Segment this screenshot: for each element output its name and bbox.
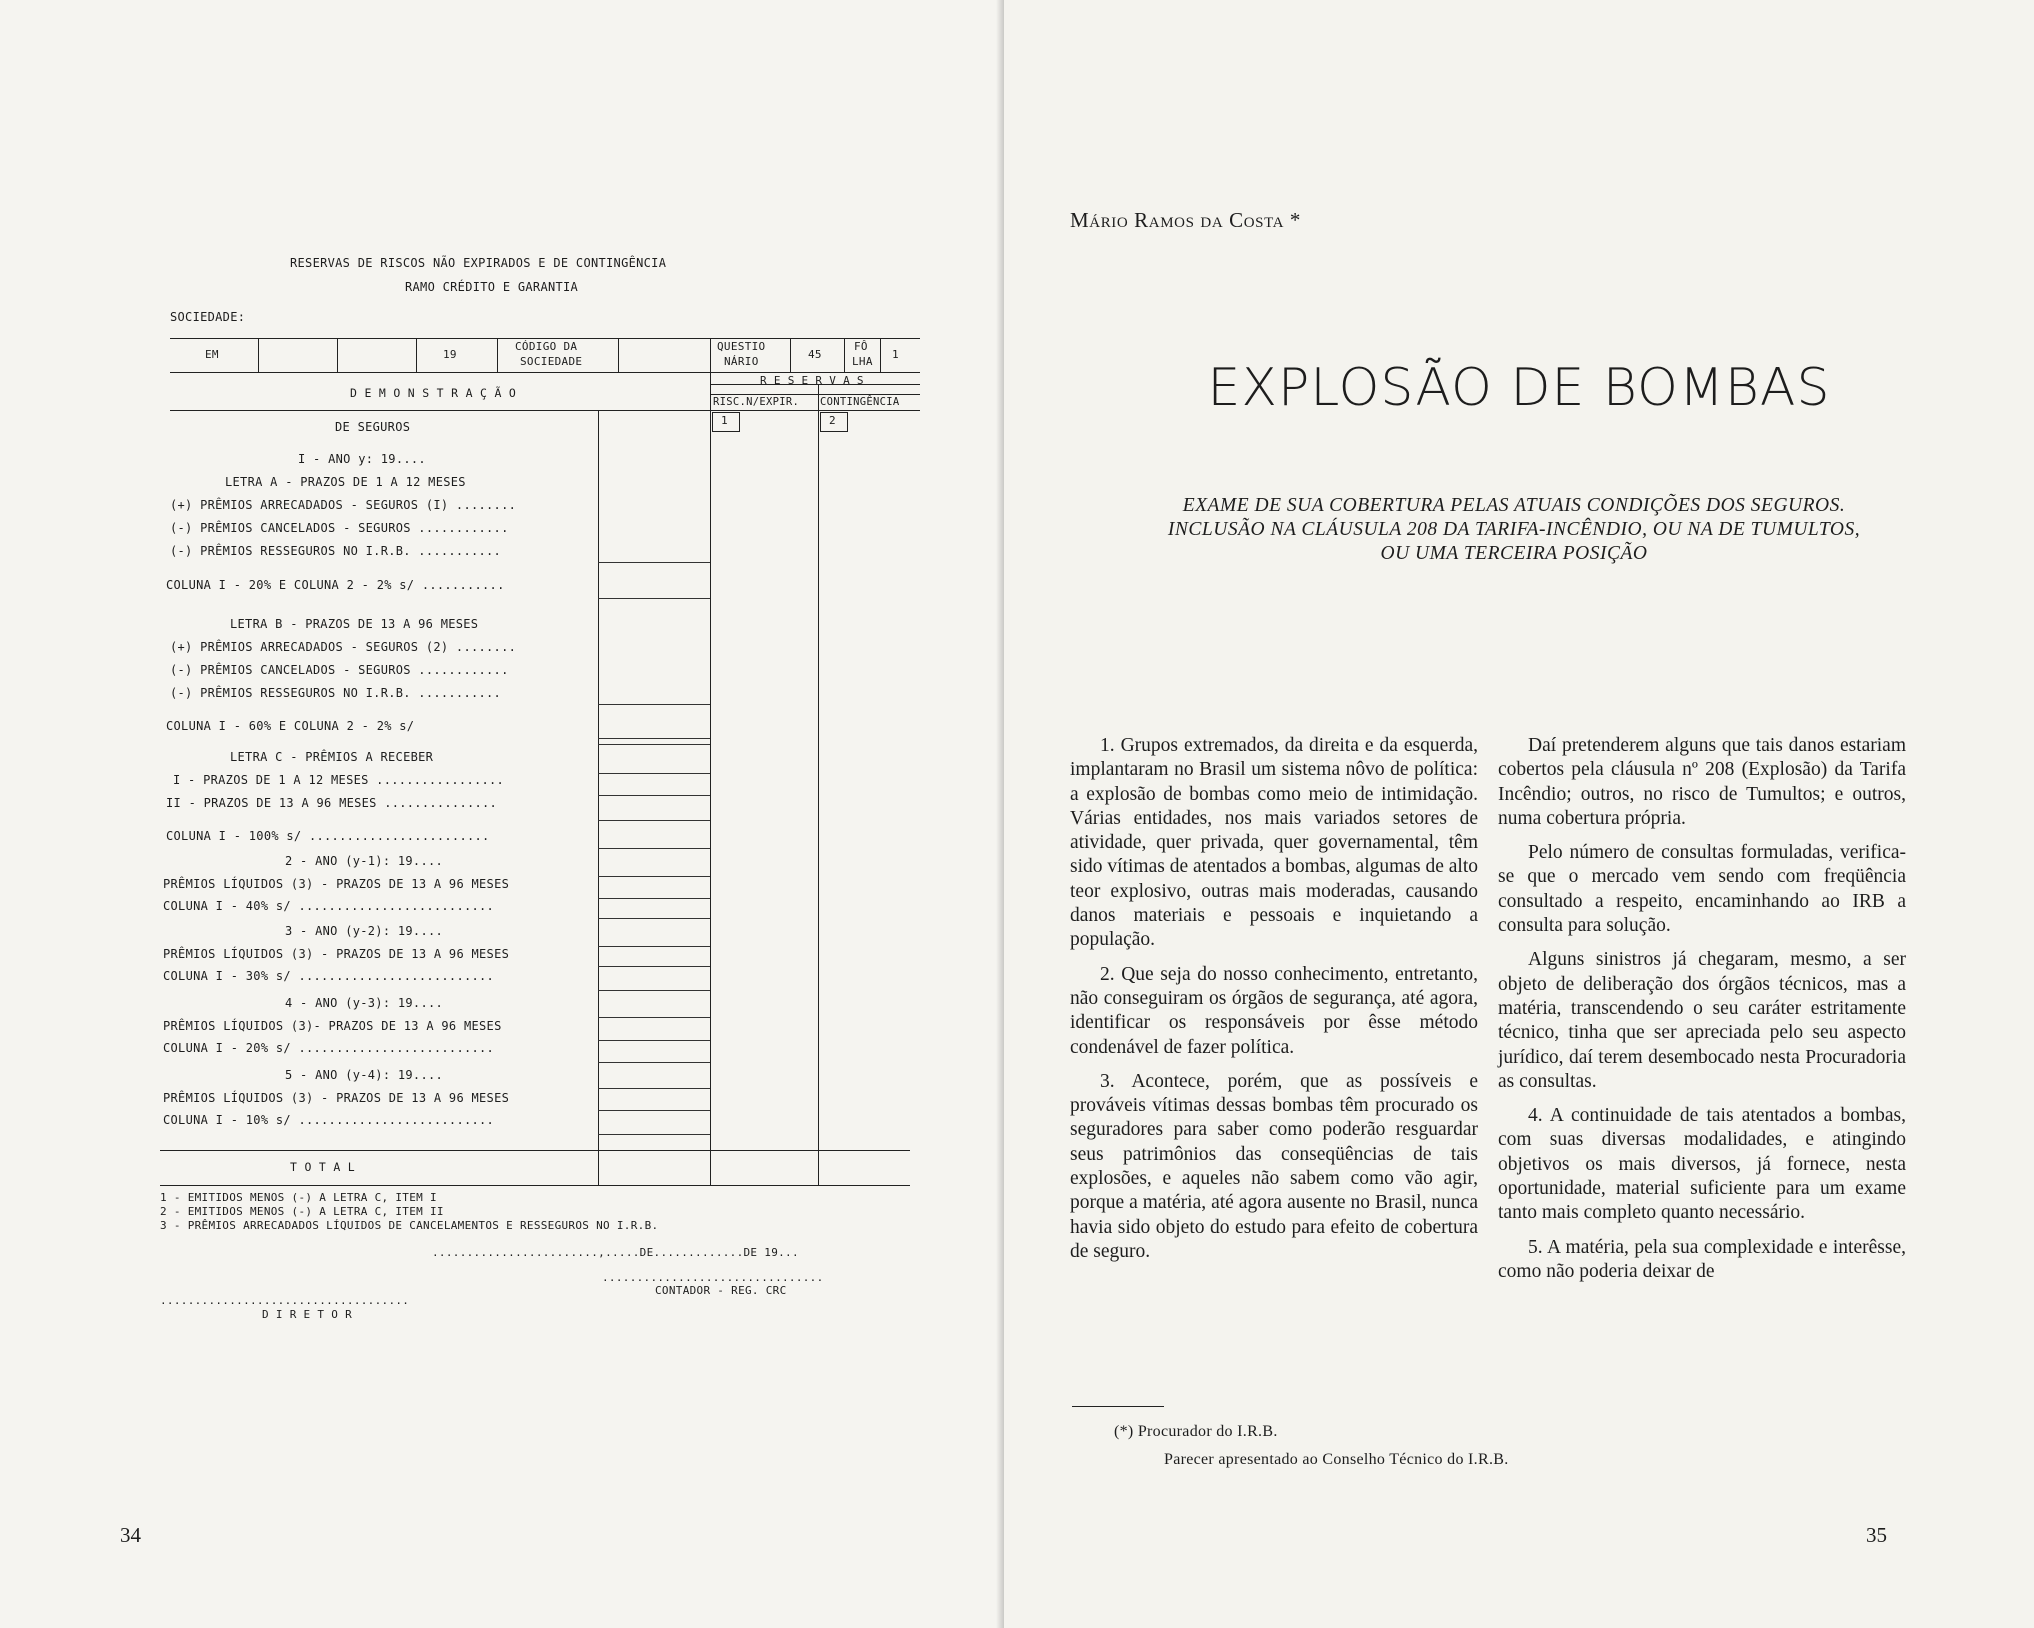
page-number-right: 35 — [1866, 1523, 1887, 1547]
row-ano-y: I - ANO y: 19.... — [298, 452, 426, 466]
paragraph: 4. A continuidade de tais atentados a bombas, com suas diversas modalidades, e atingindo objetivos os mais diversos, já fornece, nesta oportunidade, material suficiente para um exame tanto mais completo quanto necessário. — [1498, 1105, 1906, 1224]
header-folha: FÔ — [854, 340, 868, 353]
header-folha-2: LHA — [852, 355, 873, 368]
row-b-cancelados: (-) PRÊMIOS CANCELADOS - SEGUROS ............ — [170, 663, 509, 677]
right-page — [1004, 0, 2034, 1628]
header-folha-number: 1 — [892, 348, 899, 361]
header-year: 19 — [443, 348, 457, 361]
row-ano-y3: 4 - ANO (y-3): 19.... — [285, 996, 444, 1010]
text-column-1 — [1070, 734, 1478, 1274]
paragraph: Daí pretenderem alguns que tais danos estariam cobertos pela cláusula nº 208 (Explosão) da Tarifa Incêndio; outros, no risco de Tumultos; e outros, numa cobertura própria. — [1498, 735, 1906, 829]
left-page — [0, 0, 1004, 1628]
note-1: 1 - EMITIDOS MENOS (-) A LETRA C, ITEM I — [160, 1191, 437, 1204]
header-sociedade: SOCIEDADE — [520, 355, 583, 368]
paragraph: 5. A matéria, pela sua complexidade e interêsse, como não poderia deixar de — [1498, 1236, 1906, 1282]
text-column-2 — [1498, 734, 1906, 1294]
paragraph: 3. Acontece, porém, que as possíveis e prováveis vítimas dessas bombas têm procurado os seguradores para saber como poderão resguardar seus patrimônios das conseqüências de tais explosões, e aqueles não sabem como vão agir, porque a matéria, até agora ausente no Brasil, nunca havia sido objeto do estudo para efeito de cobertura de seguro. — [1070, 1070, 1478, 1262]
row-a-coluna: COLUNA I - 20% E COLUNA 2 - 2% s/ ........... — [166, 578, 505, 592]
header-questionario-number: 45 — [808, 348, 822, 361]
row-y3-coluna: COLUNA I - 20% s/ .......................... — [163, 1041, 495, 1055]
diretor-label: D I R E T O R — [262, 1308, 352, 1321]
column-2-number: 2 — [829, 414, 836, 427]
row-a-resseguros: (-) PRÊMIOS RESSEGUROS NO I.R.B. ........... — [170, 544, 502, 558]
header-codigo: CÓDIGO DA — [515, 340, 578, 353]
paragraph: Alguns sinistros já chegaram, mesmo, a ser objeto de deliberação dos órgãos técnicos, mas a matéria, transcendendo o seu caráter estritamente técnico, tinha que ser apreciada pelo seu aspecto jurídico, daí terem desembocado nesta Procuradoria as consultas. — [1498, 949, 1906, 1092]
row-ano-y1: 2 - ANO (y-1): 19.... — [285, 854, 444, 868]
row-y1-coluna: COLUNA I - 40% s/ .......................... — [163, 899, 495, 913]
total-label: T O T A L — [290, 1160, 356, 1174]
form-title: RESERVAS DE RISCOS NÃO EXPIRADOS E DE CONTINGÊNCIA — [290, 256, 667, 270]
row-c-coluna: COLUNA I - 100% s/ ........................ — [166, 829, 490, 843]
header-questionario-2: NÁRIO — [724, 355, 759, 368]
page-number-left: 34 — [120, 1523, 141, 1547]
contador-signature-line: ................................ — [602, 1271, 824, 1284]
note-2: 2 - EMITIDOS MENOS (-) A LETRA C, ITEM II — [160, 1205, 444, 1218]
article-title: EXPLOSÃO DE BOMBAS — [1207, 358, 1831, 418]
row-y2-premios: PRÊMIOS LÍQUIDOS (3) - PRAZOS DE 13 A 96 MESES — [163, 947, 510, 961]
row-y2-coluna: COLUNA I - 30% s/ .......................... — [163, 969, 495, 983]
row-c-item-2: II - PRAZOS DE 13 A 96 MESES ............... — [166, 796, 498, 810]
row-a-arrecadados: (+) PRÊMIOS ARRECADADOS - SEGUROS (I) ........ — [170, 498, 517, 512]
row-b-arrecadados: (+) PRÊMIOS ARRECADADOS - SEGUROS (2) ........ — [170, 640, 517, 654]
contador-label: CONTADOR - REG. CRC — [655, 1284, 787, 1297]
footnote-rule — [1072, 1406, 1164, 1407]
row-ano-y4: 5 - ANO (y-4): 19.... — [285, 1068, 444, 1082]
author: Mário Ramos da Costa * — [1070, 208, 1302, 232]
row-b-resseguros: (-) PRÊMIOS RESSEGUROS NO I.R.B. ........... — [170, 686, 502, 700]
demonstracao-header: D E M O N S T R A Ç Ã O — [350, 386, 517, 400]
paragraph: 1. Grupos extremados, da direita e da esquerda, implantaram no Brasil um sistema nôvo de política: a explosão de bombas como meio de intimidação. Várias entidades, nos mais variados setores de atividade, quer privada, quer governamental, têm sido vítimas de atentados a bombas, algumas de alto teor explosivo, outras mais moderadas, causando danos materiais e pessoais e inquietando a população. — [1070, 735, 1478, 951]
risc-column-header: RISC.N/EXPIR. — [713, 396, 800, 408]
header-questionario: QUESTIO — [717, 340, 766, 353]
row-letra-a: LETRA A - PRAZOS DE 1 A 12 MESES — [225, 475, 466, 489]
date-line: ........................,.....DE.............DE 19... — [432, 1246, 799, 1259]
row-y1-premios: PRÊMIOS LÍQUIDOS (3) - PRAZOS DE 13 A 96 MESES — [163, 877, 510, 891]
footnote — [1114, 1418, 1509, 1474]
row-y4-premios: PRÊMIOS LÍQUIDOS (3) - PRAZOS DE 13 A 96 MESES — [163, 1091, 510, 1105]
reservas-header: R E S E R V A S — [760, 374, 864, 387]
row-de-seguros: DE SEGUROS — [335, 420, 411, 434]
row-y4-coluna: COLUNA I - 10% s/ .......................... — [163, 1113, 495, 1127]
diretor-signature-line: .................................... — [160, 1294, 410, 1307]
row-letra-c: LETRA C - PRÊMIOS A RECEBER — [230, 750, 434, 764]
contingencia-column-header: CONTINGÊNCIA — [820, 396, 900, 408]
footnote-line-1: (*) Procurador do I.R.B. — [1114, 1423, 1278, 1440]
row-c-item-1: I - PRAZOS DE 1 A 12 MESES ................. — [173, 773, 505, 787]
paragraph: 2. Que seja do nosso conhecimento, entretanto, não conseguiram os órgãos de segurança, até agora, identificar os responsáveis por êsse método condenável de fazer política. — [1070, 963, 1478, 1058]
row-ano-y2: 3 - ANO (y-2): 19.... — [285, 924, 444, 938]
row-letra-b: LETRA B - PRAZOS DE 13 A 96 MESES — [230, 617, 479, 631]
row-y3-premios: PRÊMIOS LÍQUIDOS (3)- PRAZOS DE 13 A 96 MESES — [163, 1019, 502, 1033]
article-subtitle: EXAME DE SUA COBERTURA PELAS ATUAIS CONDIÇÕES DOS SEGUROS. INCLUSÃO NA CLÁUSULA 208 DA TARIFA-INCÊNDIO, OU NA DE TUMULTOS, OU UMA TERCEIRA POSIÇÃO — [1167, 495, 1861, 564]
row-a-cancelados: (-) PRÊMIOS CANCELADOS - SEGUROS ............ — [170, 521, 509, 535]
sociedade-label: SOCIEDADE: — [170, 310, 246, 324]
footnote-line-2: Parecer apresentado ao Conselho Técnico do I.R.B. — [1164, 1451, 1509, 1468]
form-subtitle: RAMO CRÉDITO E GARANTIA — [405, 280, 579, 294]
column-1-number: 1 — [721, 414, 728, 427]
paragraph: Pelo número de consultas formuladas, verifica-se que o mercado vem sendo com freqüência consultado a respeito, encaminhando ao IRB a consulta para solução. — [1498, 842, 1906, 937]
note-3: 3 - PRÊMIOS ARRECADADOS LÍQUIDOS DE CANCELAMENTOS E RESSEGUROS NO I.R.B. — [160, 1219, 659, 1232]
header-em: EM — [205, 348, 219, 361]
row-b-coluna: COLUNA I - 60% E COLUNA 2 - 2% s/ — [166, 719, 415, 733]
